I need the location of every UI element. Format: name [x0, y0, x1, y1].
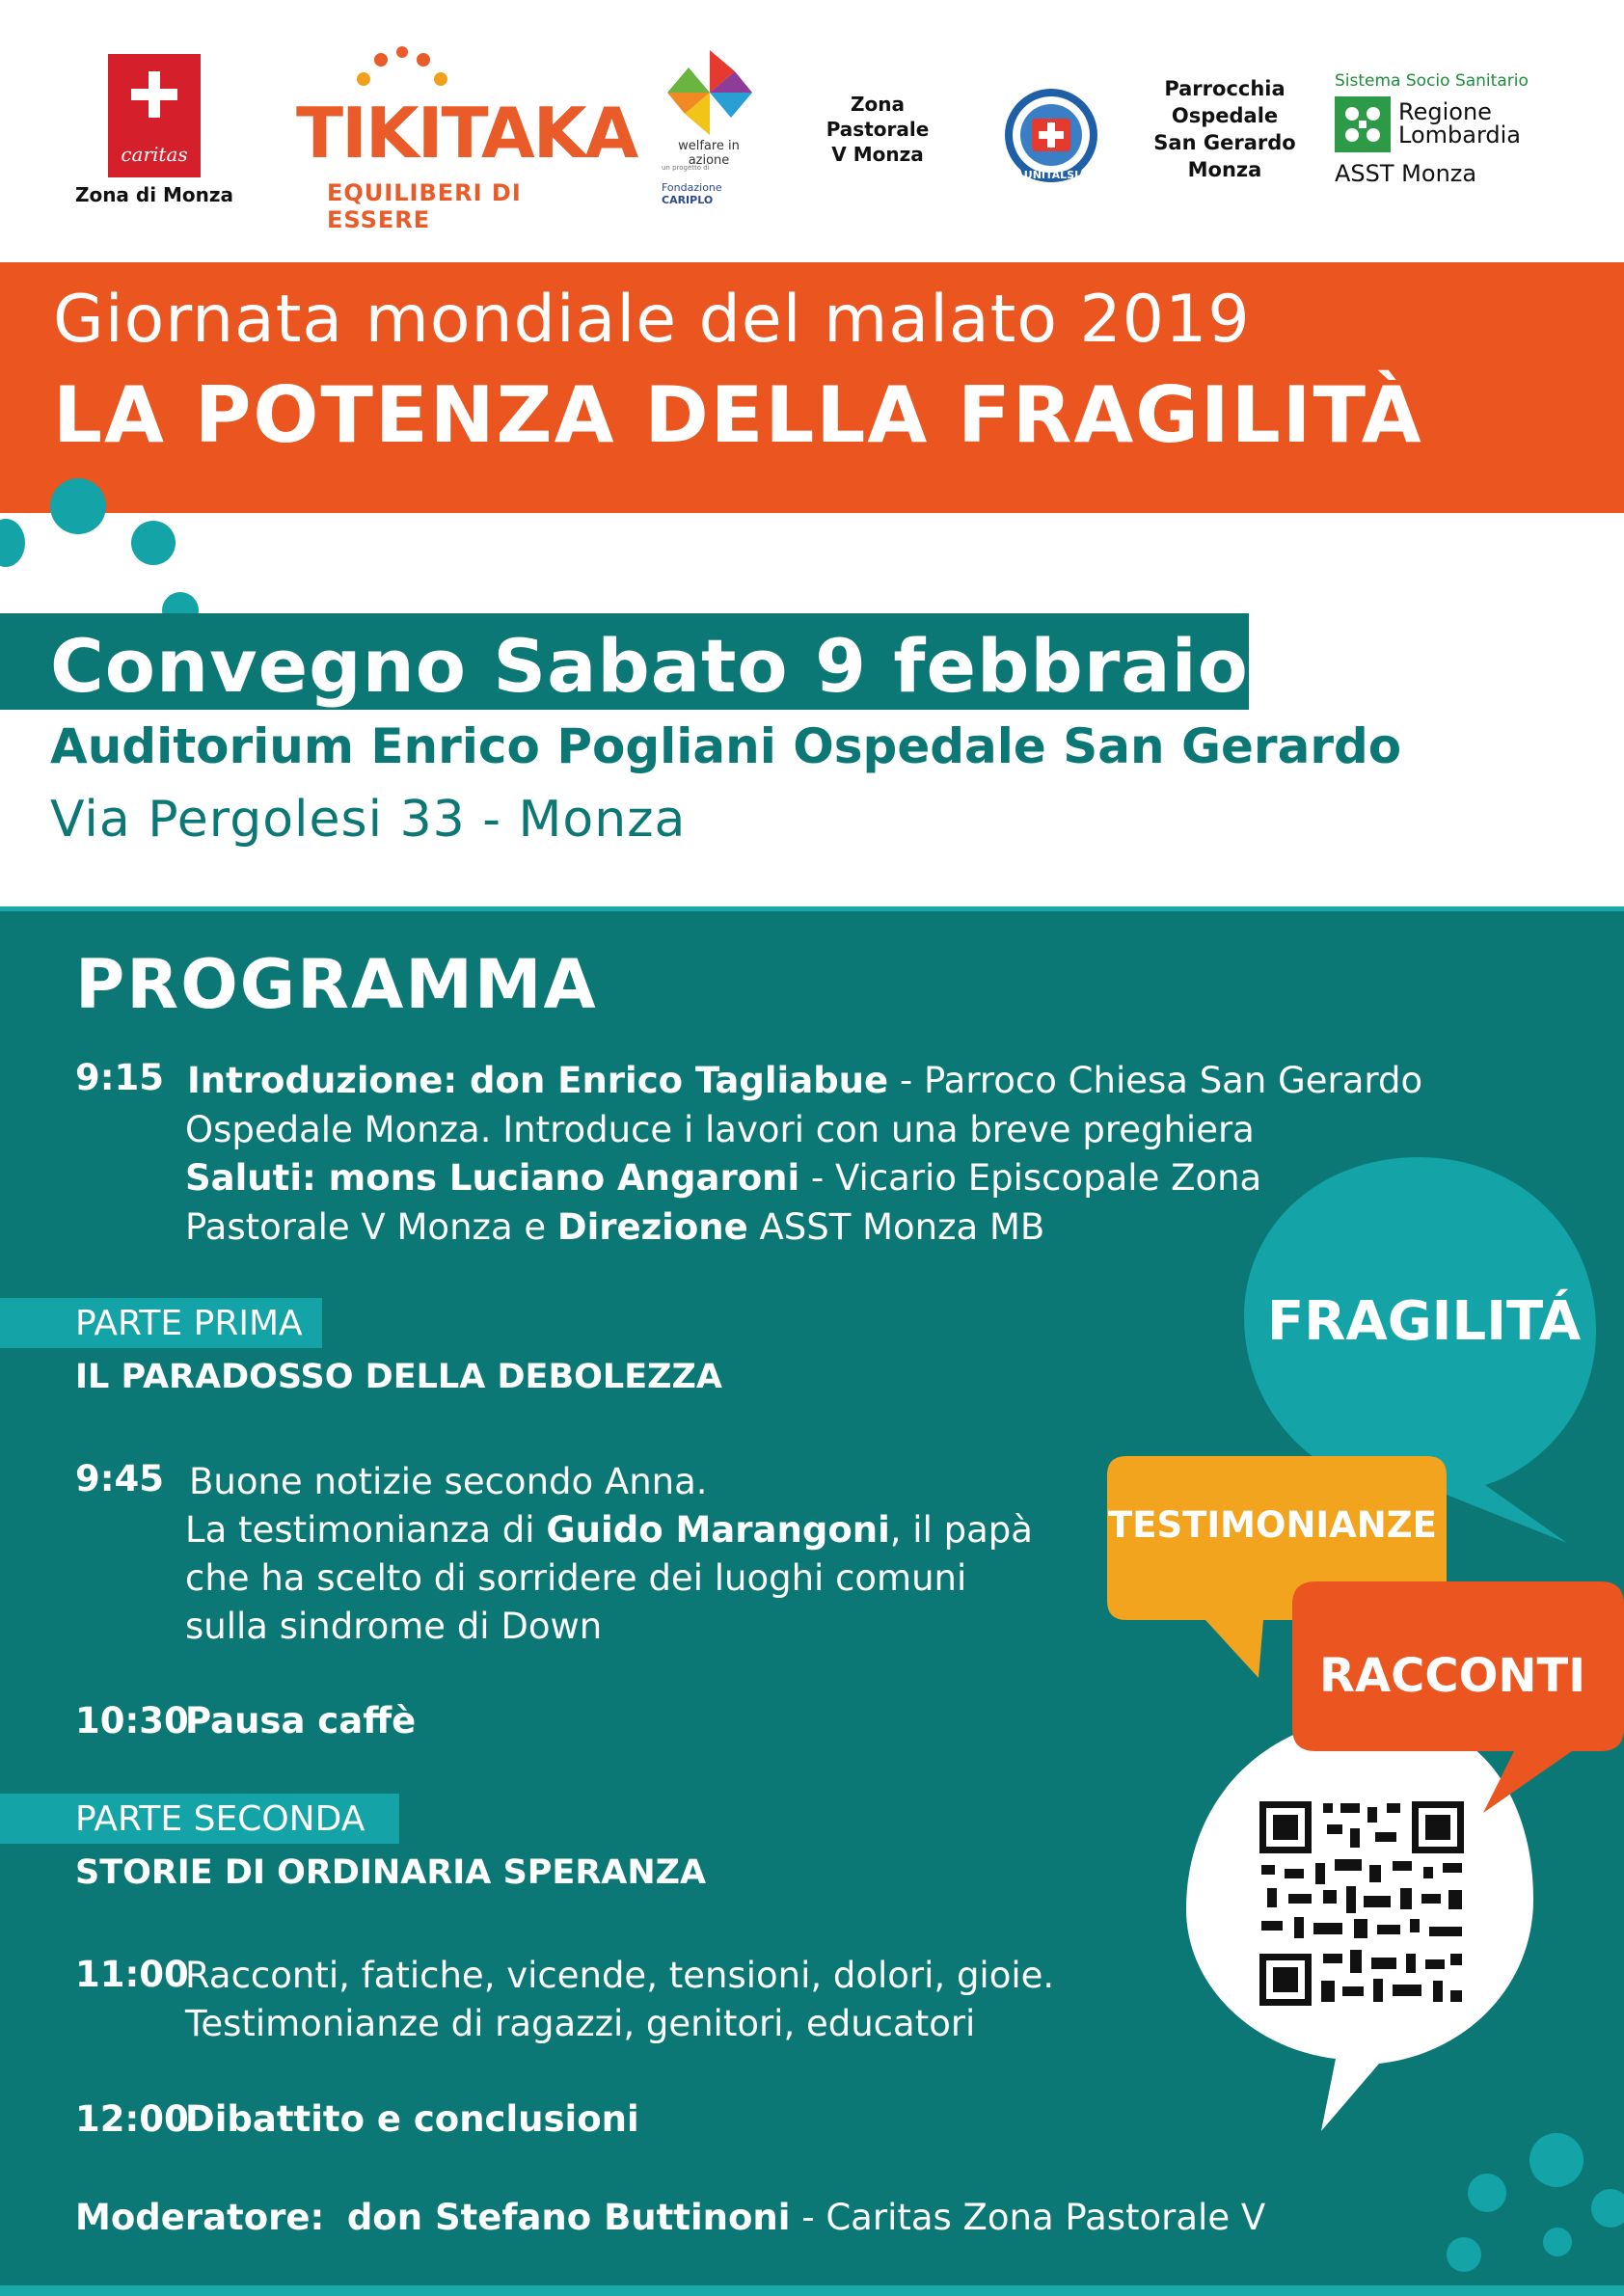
- regione-emblem-icon: [1335, 96, 1391, 152]
- decorative-dot-icon: [1447, 2237, 1481, 2272]
- part-one-line-2: La testimonianza di Guido Marangoni, il papà: [185, 1509, 1033, 1551]
- asst-monza-label: ASST Monza: [1335, 160, 1477, 187]
- testimonianze-label: TESTIMONIANZE: [1108, 1504, 1437, 1546]
- venue-name: Auditorium Enrico Pogliani Ospedale San Gerardo: [50, 718, 1402, 774]
- debate-label: Dibattito e conclusioni: [185, 2098, 639, 2140]
- qr-code-icon: [1259, 1801, 1464, 2006]
- decorative-dot-icon: [1468, 2174, 1506, 2212]
- fragilita-label: FRAGILITÁ: [1267, 1290, 1582, 1353]
- unitalsi-logo: [1003, 82, 1099, 188]
- regione-name: Regione Lombardia: [1398, 98, 1522, 149]
- intro-time: 9:15: [75, 1057, 165, 1098]
- program-title: PROGRAMMA: [75, 945, 598, 1024]
- intro-line-1: Introduzione: don Enrico Tagliabue - Parroco Chiesa San Gerardo: [187, 1060, 1423, 1101]
- venue-address: Via Pergolesi 33 - Monza: [50, 791, 687, 849]
- unitalsi-emblem-icon: [1003, 82, 1099, 188]
- part-one-line-3: che ha scelto di sorridere dei luoghi comuni: [185, 1557, 967, 1599]
- moderator-line: Moderatore: don Stefano Buttinoni - Caritas Zona Pastorale V: [75, 2197, 1266, 2238]
- regione-lombardia-logo: [1331, 71, 1620, 197]
- part-one-tag: PARTE PRIMA: [0, 1298, 322, 1348]
- part-two-line-2: Testimonianze di ragazzi, genitori, educatori: [185, 2003, 976, 2044]
- caritas-zone-label: Zona di Monza: [74, 183, 234, 206]
- decorative-dot-icon: [1591, 2189, 1624, 2228]
- decorative-dot-icon: [1529, 2133, 1583, 2187]
- debate-time: 12:00: [75, 2098, 189, 2140]
- welfare-small-label: un progetto di: [662, 164, 710, 172]
- pause-label: Pausa caffè: [185, 1700, 417, 1742]
- parrocchia-logo: Parrocchia Ospedale San Gerardo Monza: [1153, 77, 1296, 181]
- tikitaka-tagline: EQUILIBERI DI ESSERE: [327, 179, 522, 233]
- part-two-time: 11:00: [75, 1954, 189, 1995]
- cross-icon: [131, 71, 177, 118]
- tikitaka-wordmark: TIKITAKA: [296, 93, 637, 174]
- zona-pastorale-logo: Zona Pastorale V Monza: [826, 93, 930, 166]
- event-day-title: Giornata mondiale del malato 2019: [53, 282, 1251, 358]
- caritas-wordmark: caritas: [121, 143, 188, 166]
- decorative-dot-icon: [1543, 2228, 1572, 2256]
- decorative-dot-icon: [50, 478, 106, 534]
- pinwheel-icon: [663, 46, 756, 139]
- bottom-stripe: [0, 2285, 1624, 2296]
- convegno-banner: [0, 613, 1249, 710]
- welfare-logo: [656, 46, 762, 215]
- intro-line-3: Saluti: mons Luciano Angaroni - Vicario Episcopale Zona: [185, 1157, 1262, 1199]
- part-two-heading: STORIE DI ORDINARIA SPERANZA: [75, 1853, 707, 1892]
- svg-text:UNITALSI: UNITALSI: [1023, 169, 1079, 181]
- convegno-date: Convegno Sabato 9 febbraio: [50, 623, 1249, 709]
- fondazione-cariplo-label: Fondazione CARIPLO: [662, 181, 722, 206]
- part-one-heading: IL PARADOSSO DELLA DEBOLEZZA: [75, 1358, 722, 1396]
- decorative-dot-icon: [0, 519, 25, 567]
- title-banner: [0, 262, 1624, 513]
- welfare-wordmark: welfare in azione: [678, 139, 740, 168]
- sistema-socio-sanitario-label: Sistema Socio Sanitario: [1335, 71, 1529, 91]
- part-one-line-1: Buone notizie secondo Anna.: [189, 1461, 708, 1502]
- racconti-label: RACCONTI: [1319, 1649, 1586, 1703]
- part-two-line-1: Racconti, fatiche, vicende, tensioni, dolori, gioie.: [185, 1955, 1055, 1996]
- part-one-line-4: sulla sindrome di Down: [185, 1606, 603, 1647]
- decorative-dot-icon: [131, 521, 176, 565]
- part-one-time: 9:45: [75, 1458, 165, 1499]
- pause-time: 10:30: [75, 1700, 189, 1742]
- part-two-tag: PARTE SECONDA: [0, 1794, 399, 1844]
- tikitaka-logo: [294, 46, 637, 233]
- intro-line-2: Ospedale Monza. Introduce i lavori con una breve preghiera: [185, 1109, 1255, 1150]
- intro-line-4: Pastorale V Monza e Direzione ASST Monza MB: [185, 1206, 1045, 1248]
- caritas-logo: [68, 48, 241, 207]
- main-title: LA POTENZA DELLA FRAGILITÀ: [53, 370, 1423, 460]
